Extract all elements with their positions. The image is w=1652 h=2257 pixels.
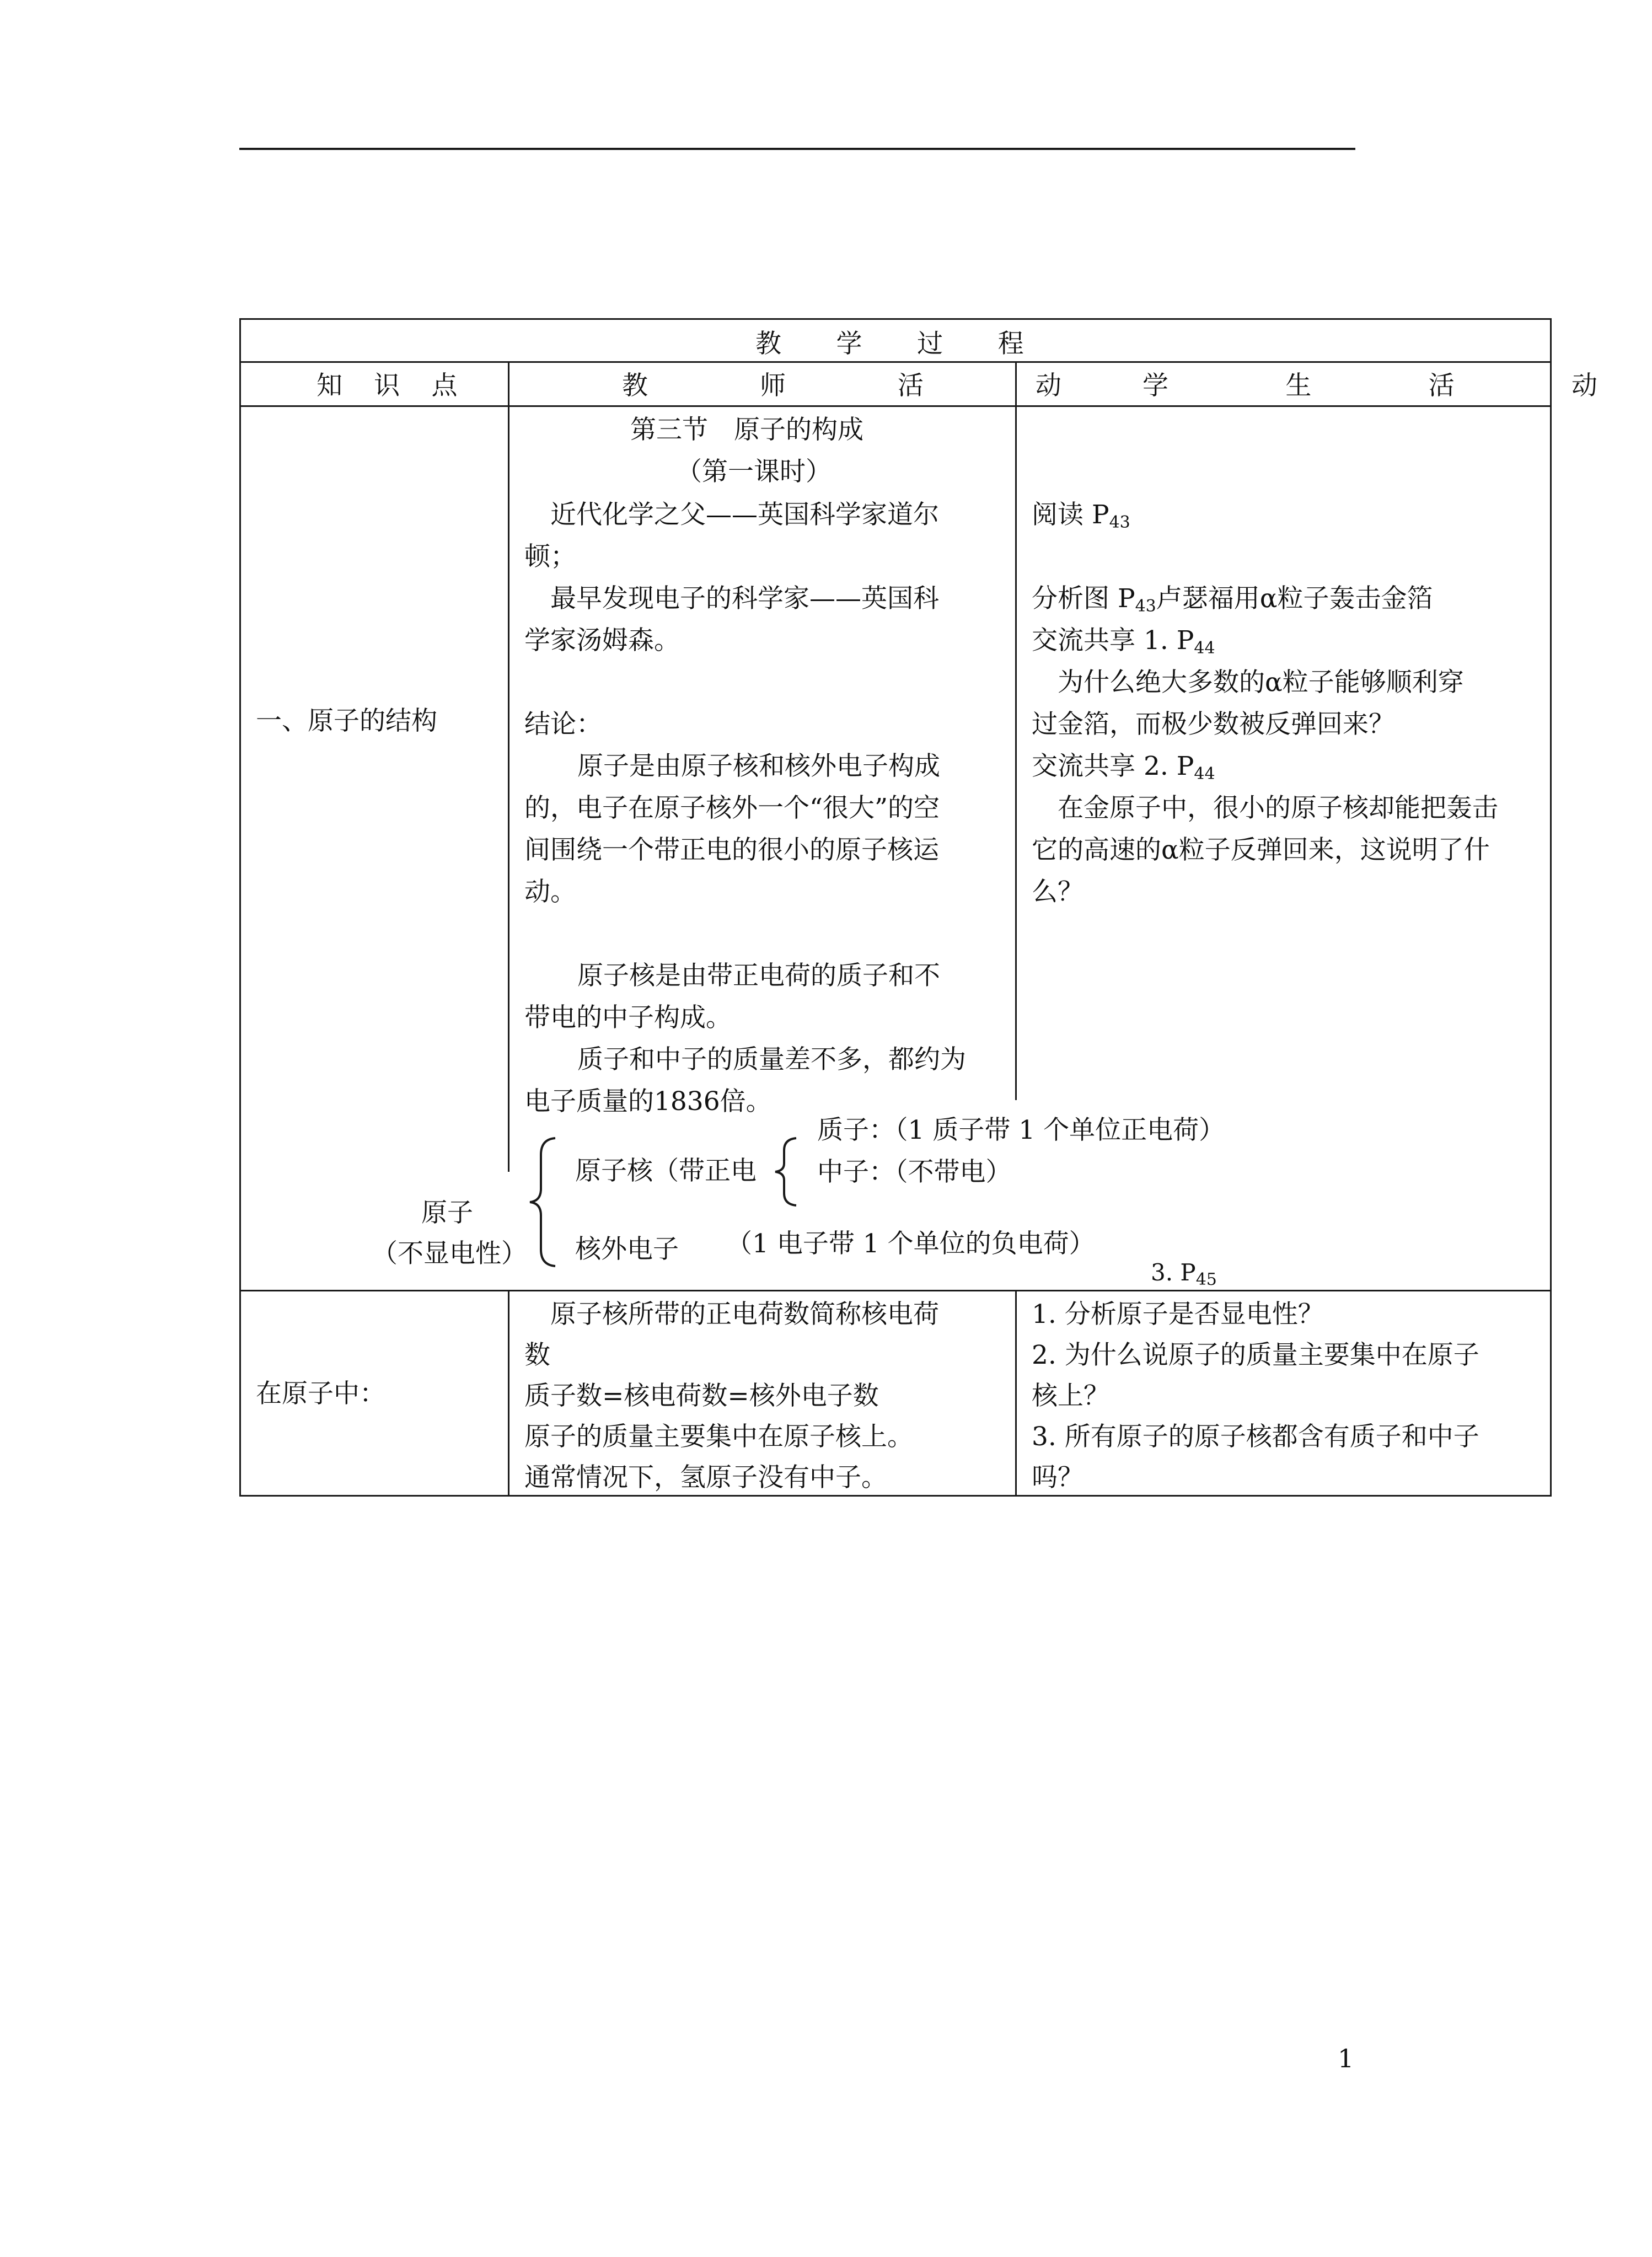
table-title: 教 学 过 程 bbox=[755, 329, 1047, 359]
teacher-line: 质子和中子的质量差不多，都约为 bbox=[577, 1044, 966, 1075]
section-title: 第三节 原子的构成 bbox=[630, 415, 863, 445]
teacher-line: 学家汤姆森。 bbox=[524, 625, 680, 656]
student-question: 在金原子中，很小的原子核却能把轰击 bbox=[1058, 793, 1498, 823]
teacher-line: 近代化学之父——英国科学家道尔 bbox=[550, 500, 939, 530]
student-line: 吗？ bbox=[1032, 1462, 1084, 1493]
student-line: 核上？ bbox=[1032, 1381, 1109, 1411]
teacher-line: 数 bbox=[524, 1340, 550, 1370]
teacher-line: 电子质量的1836倍。 bbox=[524, 1086, 772, 1117]
student-line: 2. 为什么说原子的质量主要集中在原子 bbox=[1032, 1340, 1479, 1370]
teacher-line: 顿； bbox=[524, 542, 576, 572]
knowledge-in-atom: 在原子中： bbox=[256, 1379, 385, 1409]
teacher-line: 原子的质量主要集中在原子核上。 bbox=[524, 1422, 913, 1452]
knowledge-atom-structure: 一、原子的结构 bbox=[256, 706, 437, 736]
teacher-line: 结论： bbox=[524, 709, 602, 739]
atom-label: 原子 bbox=[421, 1198, 473, 1228]
page-number: 1 bbox=[1338, 2044, 1354, 2073]
lesson-label: （第一课时） bbox=[676, 457, 832, 487]
student-share-2: 交流共享 2. $P_{44}$ bbox=[1032, 751, 1215, 784]
student-question: 么？ bbox=[1032, 877, 1084, 907]
student-analyze: 分析图 $P_{43}$卢瑟福用α粒子轰击金箔 bbox=[1032, 583, 1433, 616]
student-question: 为什么绝大多数的α粒子能够顺利穿 bbox=[1058, 667, 1464, 698]
teacher-line: 间围绕一个带正电的很小的原子核运 bbox=[524, 835, 939, 865]
teacher-line: 动。 bbox=[524, 877, 576, 907]
student-share-1: 交流共享 1. $P_{44}$ bbox=[1032, 625, 1215, 658]
teacher-line: 原子是由原子核和核外电子构成 bbox=[577, 751, 940, 781]
header-student: 学 生 活 动 bbox=[1143, 371, 1652, 401]
proton-label: 质子：（1 质子带 1 个单位正电荷） bbox=[817, 1115, 1225, 1145]
atom-brace-icon bbox=[527, 1136, 560, 1268]
nucleus-brace-icon bbox=[772, 1136, 800, 1208]
teacher-line: 最早发现电子的科学家——英国科 bbox=[550, 583, 939, 614]
electron-label: 核外电子 bbox=[575, 1234, 679, 1264]
page-ref: 3. $P_{45}$ bbox=[1151, 1259, 1217, 1289]
teacher-line: 原子核是由带正电荷的质子和不 bbox=[577, 961, 940, 991]
teacher-line: 的，电子在原子核外一个“很大”的空 bbox=[524, 793, 940, 823]
teacher-line: 质子数=核电荷数=核外电子数 bbox=[524, 1381, 879, 1411]
student-read: 阅读 $P_{43}$ bbox=[1032, 500, 1130, 532]
neutron-label: 中子：（不带电） bbox=[817, 1157, 1012, 1187]
header-rule bbox=[239, 148, 1355, 150]
electron-note: （1 电子带 1 个单位的负电荷） bbox=[726, 1229, 1095, 1259]
teacher-line: 原子核所带的正电荷数简称核电荷 bbox=[550, 1299, 939, 1329]
student-line: 1. 分析原子是否显电性？ bbox=[1032, 1299, 1324, 1329]
atom-note: （不显电性） bbox=[372, 1239, 527, 1269]
header-teacher: 教 师 活 动 bbox=[622, 371, 1113, 401]
student-question: 它的高速的α粒子反弹回来，这说明了什 bbox=[1032, 835, 1490, 865]
student-line: 3. 所有原子的原子核都含有质子和中子 bbox=[1032, 1422, 1479, 1452]
nucleus-label: 原子核（带正电 bbox=[575, 1156, 757, 1186]
header-knowledge: 知 识 点 bbox=[317, 371, 469, 401]
teacher-line: 通常情况下，氢原子没有中子。 bbox=[524, 1462, 887, 1493]
teacher-line: 带电的中子构成。 bbox=[524, 1002, 732, 1033]
student-question: 过金箔，而极少数被反弹回来？ bbox=[1032, 709, 1394, 739]
